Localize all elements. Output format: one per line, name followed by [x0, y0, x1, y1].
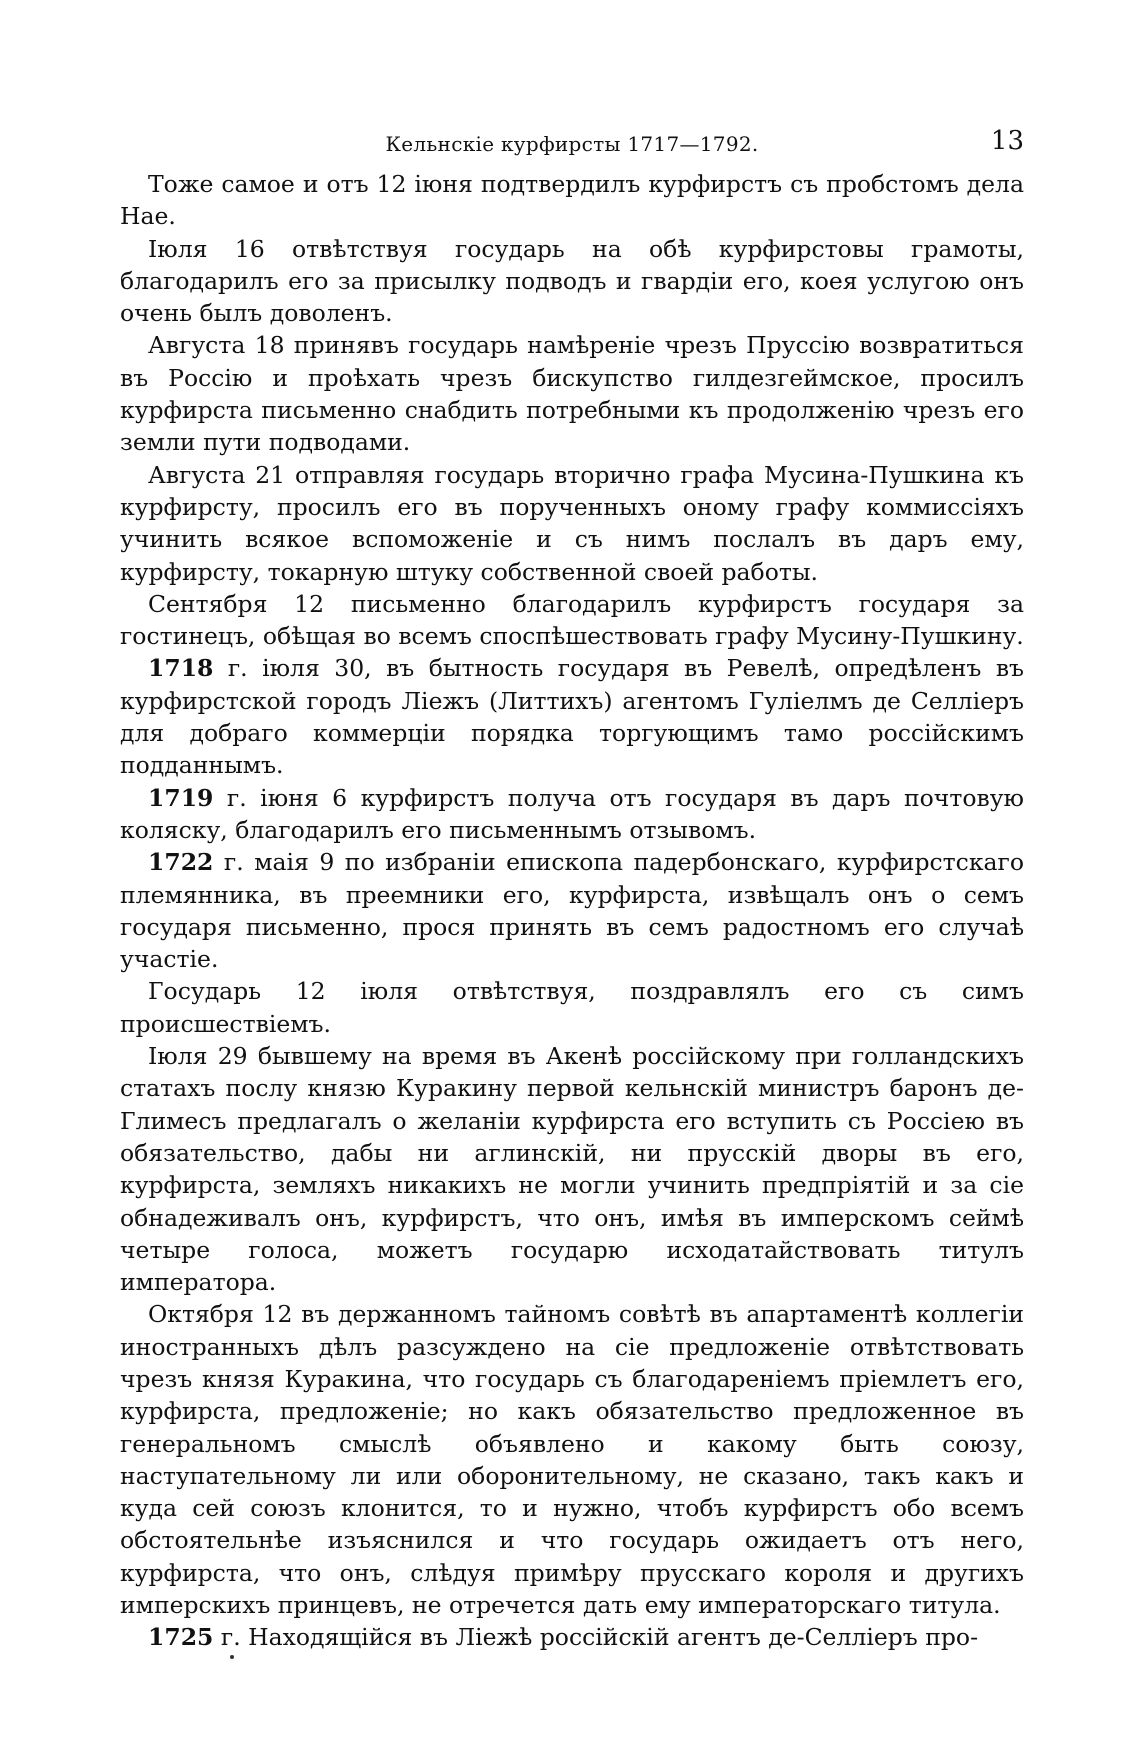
paragraph [120, 459, 1024, 588]
paragraph-text: Іюля 16 отвѣтствуя государь на обѣ курфирстовы грамоты, благодарилъ его за присылку подводъ и гвардіи его, коея услугою онъ очень былъ доволенъ. [120, 234, 1024, 328]
paragraph-text: Октября 12 въ держанномъ тайномъ совѣтѣ въ апартаментѣ коллегіи иностранныхъ дѣлъ разсуждено на сіе предложеніе отвѣтствовать чрезъ князя Куракина, что государь съ благодареніемъ пріемлетъ его, курфирста, предложеніе; но какъ обязательство предложенное въ генеральномъ смыслѣ объявлено и какому быть союзу, наступательному ли или оборонительному, не сказано, такъ какъ и куда сей союзъ клонится, то и нужно, чтобъ курфирстъ обо всемъ обстоятельнѣе изъяснился и что государь ожидаетъ отъ него, курфирста, что онъ, слѣдуя примѣру прусскаго короля и другихъ имперскихъ принцевъ, не отречется дать ему императорскаго титула. [120, 1300, 1024, 1620]
paragraph [120, 329, 1024, 458]
paragraph [120, 782, 1024, 847]
paragraph [120, 168, 1024, 233]
paragraph [120, 1621, 1024, 1653]
paragraph [120, 1298, 1024, 1621]
paragraph-text: Іюля 29 бывшему на время въ Акенѣ россійскому при голландскихъ статахъ послу князю Куракину первой кельнскій министръ баронъ де-Глимесъ предлагалъ о желаніи курфирста его вступить съ Россіею въ обязательство, дабы ни аглинскій, ни прусскій дворы въ его, курфирста, земляхъ никакихъ не могли учинить предпріятій и за сіе обнадеживалъ онъ, курфирстъ, что онъ, имѣя въ имперскомъ сеймѣ четыре голоса, можетъ государю исходатайствовать титулъ императора. [120, 1042, 1024, 1297]
year-label: 1718 [148, 654, 214, 683]
paragraph [120, 975, 1024, 1040]
paragraph-text: г. іюня 6 курфирстъ получа отъ государя въ даръ почтовую коляску, благодарилъ его письменнымъ отзывомъ. [120, 783, 1024, 844]
paragraph-text: Августа 21 отправляя государь вторично графа Мусина-Пушкина къ курфирсту, просилъ его въ порученныхъ оному графу коммиссіяхъ учинить всякое вспоможеніе и съ нимъ послалъ въ даръ ему, курфирсту, токарную штуку собственной своей работы. [120, 460, 1024, 586]
paragraph [120, 588, 1024, 653]
running-head [120, 118, 1024, 158]
paragraph-text: Государь 12 іюля отвѣтствуя, поздравлялъ его съ симъ происшествіемъ. [120, 977, 1024, 1038]
year-label: 1722 [148, 848, 214, 877]
paragraph-text: Тоже самое и отъ 12 іюня подтвердилъ курфирстъ съ пробстомъ дела Нае. [120, 170, 1024, 231]
paragraph [120, 1040, 1024, 1298]
paragraph [120, 652, 1024, 781]
stray-ink-mark [230, 1655, 234, 1659]
document-page [120, 118, 1024, 1654]
paragraph-text: г. маія 9 по избраніи епископа падербонскаго, курфирстскаго племянника, въ преемники его, курфирста, извѣщалъ онъ о семъ государя письменно, прося принять въ семъ радостномъ его случаѣ участіе. [120, 848, 1024, 974]
body-text [120, 168, 1024, 1654]
year-label: 1725 [148, 1623, 214, 1652]
year-label: 1719 [148, 783, 214, 812]
paragraph [120, 846, 1024, 975]
paragraph [120, 233, 1024, 330]
paragraph-text: г. іюля 30, въ бытность государя въ Ревелѣ, опредѣленъ въ курфирстской городъ Ліежъ (Литтихъ) агентомъ Гуліелмъ де Селліеръ для добраго коммерціи порядка торгующимъ тамо россійскимъ подданнымъ. [120, 654, 1024, 780]
paragraph-text: Сентября 12 письменно благодарилъ курфирстъ государя за гостинецъ, обѣщая во всемъ споспѣшествовать графу Мусину-Пушкину. [120, 589, 1024, 651]
paragraph-text: Августа 18 принявъ государь намѣреніе чрезъ Пруссію возвратиться въ Россію и проѣхать чрезъ бискупство гилдезгеймское, просилъ курфирста письменно снабдить потребными къ продолженію чрезъ его земли пути подводами. [120, 331, 1024, 457]
running-title: Кельнскіе курфирсты 1717—1792. [385, 132, 759, 156]
page-number: 13 [990, 126, 1024, 156]
paragraph-text: г. Находящійся въ Ліежѣ россійскій агентъ де-Селліеръ про- [213, 1623, 979, 1652]
